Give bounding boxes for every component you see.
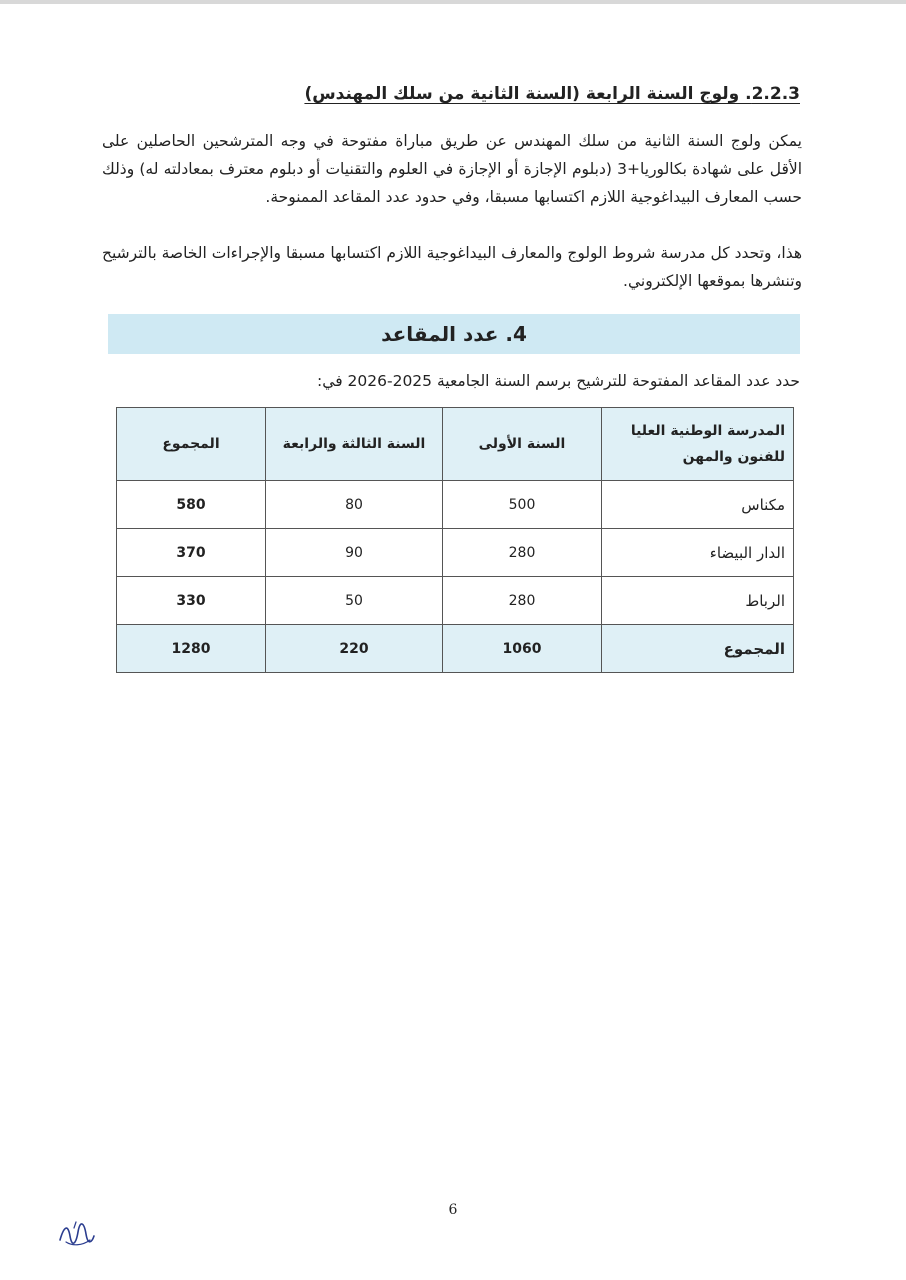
cell-total: 580: [117, 481, 266, 529]
seats-table: [116, 407, 794, 673]
table-row: [117, 481, 794, 529]
table-sum-row: [117, 625, 794, 673]
header-third-fourth-year: السنة الثالثة والرابعة: [266, 408, 443, 481]
cell-third-fourth-year: 90: [266, 529, 443, 577]
cell-first-year: 280: [443, 529, 602, 577]
paragraph-conditions: هذا، وتحدد كل مدرسة شروط الولوج والمعارف البيداغوجية اللازم اكتسابها مسبقا والإجراءات الخاصة بالترشيح وتنشرها بموقعها الإلكتروني.: [102, 244, 802, 290]
section-heading-seats: [108, 314, 800, 354]
top-edge-line: [0, 0, 906, 4]
table-row: [117, 529, 794, 577]
cell-city: مكناس: [602, 481, 794, 529]
signature-mark: [56, 1218, 98, 1250]
cell-sum-first-year: 1060: [443, 625, 602, 673]
cell-total: 370: [117, 529, 266, 577]
page-number: 6: [448, 1202, 458, 1218]
table-header-row: [117, 408, 794, 481]
cell-sum-label: المجموع: [602, 625, 794, 673]
cell-city: الرباط: [602, 577, 794, 625]
header-total: المجموع: [117, 408, 266, 481]
header-school: المدرسة الوطنية العليا للفنون والمهن: [602, 408, 794, 481]
cell-total: 330: [117, 577, 266, 625]
cell-first-year: 500: [443, 481, 602, 529]
cell-sum-total: 1280: [117, 625, 266, 673]
section-heading-text: 4. عدد المقاعد: [381, 322, 527, 346]
paragraph-admission: يمكن ولوج السنة الثانية من سلك المهندس عن طريق مباراة مفتوحة في وجه المترشحين الحاصلين على الأقل على شهادة بكالوريا+3 (دبلوم الإجازة أو الإجازة في العلوم والتقنيات أو دبلوم معترف بمعادلته له) وذلك حسب المعارف البيداغوجية اللازم اكتسابها مسبقا، وفي حدود عدد المقاعد الممنوحة.: [102, 132, 803, 206]
cell-city: الدار البيضاء: [602, 529, 794, 577]
subsection-heading: 2.2.3. ولوج السنة الرابعة (السنة الثانية من سلك المهندس): [304, 84, 800, 104]
header-first-year: السنة الأولى: [443, 408, 602, 481]
cell-third-fourth-year: 80: [266, 481, 443, 529]
cell-sum-third-fourth-year: 220: [266, 625, 443, 673]
cell-third-fourth-year: 50: [266, 577, 443, 625]
table-row: [117, 577, 794, 625]
cell-first-year: 280: [443, 577, 602, 625]
table-intro-text: حدد عدد المقاعد المفتوحة للترشيح برسم السنة الجامعية 2025-2026 في:: [317, 372, 800, 390]
